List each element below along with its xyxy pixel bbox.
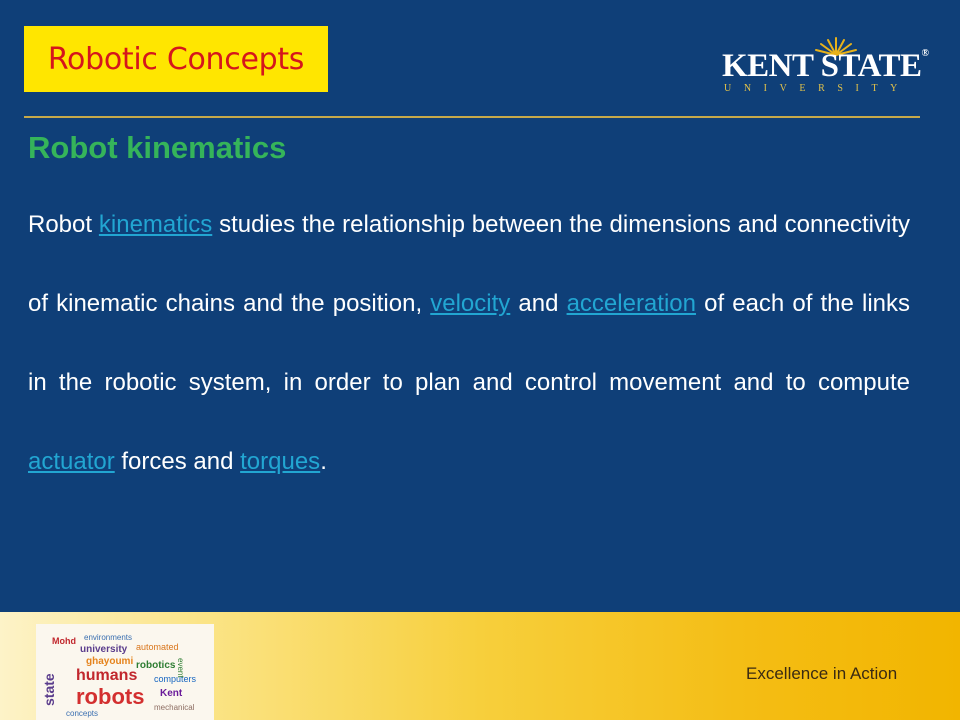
word-cloud-word: computers: [154, 674, 197, 684]
word-cloud-word: environments: [84, 633, 133, 642]
word-cloud-word: mechanical: [154, 703, 195, 712]
word-cloud-word: university: [80, 644, 128, 655]
word-cloud-image: [36, 624, 214, 720]
paragraph-text-4: of each of the links in the robotic system, in order to plan and control movement and to compute: [28, 290, 911, 396]
link-kinematics[interactable]: kinematics: [98, 211, 213, 238]
link-torques[interactable]: torques: [240, 448, 321, 475]
link-velocity[interactable]: velocity: [430, 290, 511, 317]
paragraph-text-6: .: [320, 448, 327, 475]
word-cloud-word: robotics: [136, 660, 176, 671]
word-cloud-word: ghayoumi: [86, 656, 134, 667]
paragraph-text-3: and: [510, 290, 567, 317]
word-cloud-graphic: [36, 624, 214, 720]
divider-rule: [24, 116, 920, 118]
body-paragraph: [28, 185, 910, 501]
logo-subtext: UNIVERSITY: [724, 83, 910, 94]
paragraph-text-2: studies the relationship between the dimensions and connectivity of kinematic chains and the position,: [28, 211, 911, 317]
slide-title: Robotic Concepts: [47, 41, 305, 77]
word-cloud-word: Mohd: [52, 636, 76, 646]
paragraph-text-5: forces and: [114, 448, 241, 475]
title-box: [24, 26, 328, 92]
word-cloud-word: event: [176, 658, 185, 678]
link-actuator[interactable]: actuator: [28, 448, 115, 475]
logo-wordmark: KENT STATE: [722, 48, 922, 84]
slide-heading: Robot kinematics: [28, 130, 287, 165]
word-cloud-word: state: [41, 673, 57, 706]
word-cloud-word: automated: [136, 642, 179, 652]
word-cloud-word: concepts: [66, 709, 99, 718]
word-cloud-word: humans: [76, 667, 138, 684]
registered-mark: ®: [921, 48, 929, 59]
word-cloud-word: Kent: [160, 688, 183, 699]
kent-state-logo: [722, 36, 932, 100]
footer-tagline: Excellence in Action: [746, 664, 898, 683]
word-cloud-word: robots: [76, 684, 145, 709]
paragraph-text-1: Robot: [28, 211, 99, 238]
link-acceleration[interactable]: acceleration: [566, 290, 696, 317]
